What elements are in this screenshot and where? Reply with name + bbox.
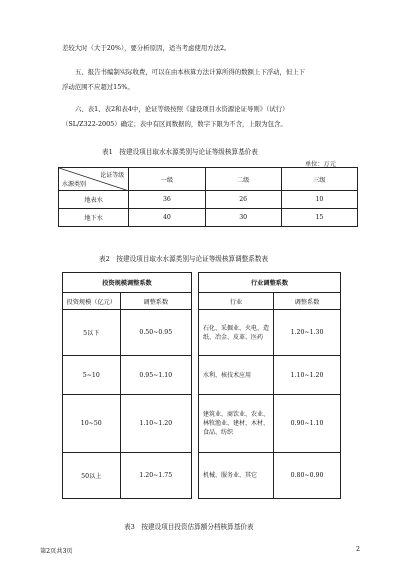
table2-industry: 石化、采掘业、火电、造纸、冶金、皮革、医药 [199, 310, 274, 356]
paragraph-2a: 五、报告书编制实际收费，可以在由本核算方法计算所得的数额上下浮动，但上下 [75, 68, 306, 76]
table1-cell: 36 [129, 191, 205, 209]
table1-corner-cell [59, 168, 129, 191]
table1-row-label: 地表水 [59, 191, 129, 209]
table1-cell: 30 [205, 209, 281, 227]
table1 [58, 167, 358, 227]
table-row [63, 356, 192, 395]
table2-ind-coef: 0.80~0.90 [274, 453, 341, 499]
table-row [63, 395, 192, 453]
table2-left-header: 投资规模（亿元） [63, 293, 121, 310]
table1-cell: 26 [205, 191, 281, 209]
table3-caption: 表3 按建设项目投资估算额分档核算基价表 [124, 523, 254, 531]
paragraph-1: 差较大时（大于20%），要分析原因，适当考虑使用方法2。 [62, 44, 231, 52]
table2-scale-coef: 1.10~1.20 [120, 395, 191, 453]
table1-cell: 10 [281, 191, 357, 209]
table-row [199, 310, 341, 356]
paragraph-3b: （SL/Z322-2005）确定；表中有区间数据的，数字下限为不含，上限为包含。 [62, 120, 287, 128]
table2-scale: 5~10 [63, 356, 121, 395]
table2-ind-coef: 1.20~1.30 [274, 310, 341, 356]
table-row [199, 453, 341, 499]
table2-industry: 水利、核技术应用 [199, 356, 274, 395]
table2-industry: 建筑业、商饮业、农业、林牧渔业、建材、木材、食品、纺织 [199, 395, 274, 453]
table2-industry: 机械、服务业、其它 [199, 453, 274, 499]
table2-caption: 表2 按建设项目取水水源类别与论证等级核算调整系数表 [99, 255, 269, 263]
table-row [63, 310, 192, 356]
paragraph-3a: 六、表1、表2和表4中，论证等级按照《建设项目水资源论证导则》（试行） [75, 105, 289, 113]
table2-left-header: 调整系数 [120, 293, 191, 310]
table1-cell: 40 [129, 209, 205, 227]
table1-corner-top: 论证等级 [100, 172, 125, 179]
table2-right-header: 调整系数 [274, 293, 341, 310]
table2-scale: 50以上 [63, 453, 121, 499]
table1-corner-bottom: 水源类别 [62, 181, 87, 188]
table-row [199, 356, 341, 395]
table-row [63, 453, 192, 499]
table2-scale-coef: 1.20~1.75 [120, 453, 191, 499]
table-row [199, 395, 341, 453]
table2-left [62, 272, 192, 499]
table1-cell: 15 [281, 209, 357, 227]
page-footer-right: 2 [356, 546, 360, 553]
table2-scale-coef: 0.95~1.10 [120, 356, 191, 395]
table2-ind-coef: 0.90~1.10 [274, 395, 341, 453]
table1-header: 三级 [281, 168, 357, 191]
table2-ind-coef: 1.10~1.20 [274, 356, 341, 395]
table1-caption: 表1 按建设项目取水水源类别与论证等级核算基价表 [102, 148, 258, 156]
table1-header: 一级 [129, 168, 205, 191]
table2-scale-coef: 0.50~0.95 [120, 310, 191, 356]
page-footer-left: 第2页共3页 [40, 548, 73, 555]
table-row [59, 209, 358, 227]
table2-right-header: 行业 [199, 293, 274, 310]
paragraph-2b: 浮动范围不应超过15%。 [62, 83, 134, 91]
table1-row-label: 地下水 [59, 209, 129, 227]
table2-group-left: 投资规模调整系数 [63, 273, 192, 293]
table1-header: 二级 [205, 168, 281, 191]
table2-scale: 10~50 [63, 395, 121, 453]
table-row [59, 191, 358, 209]
table2-group-right: 行业调整系数 [199, 273, 341, 293]
table2-scale: 5以下 [63, 310, 121, 356]
table2-right [198, 272, 341, 499]
table1-unit: 单位：万元 [305, 161, 336, 168]
